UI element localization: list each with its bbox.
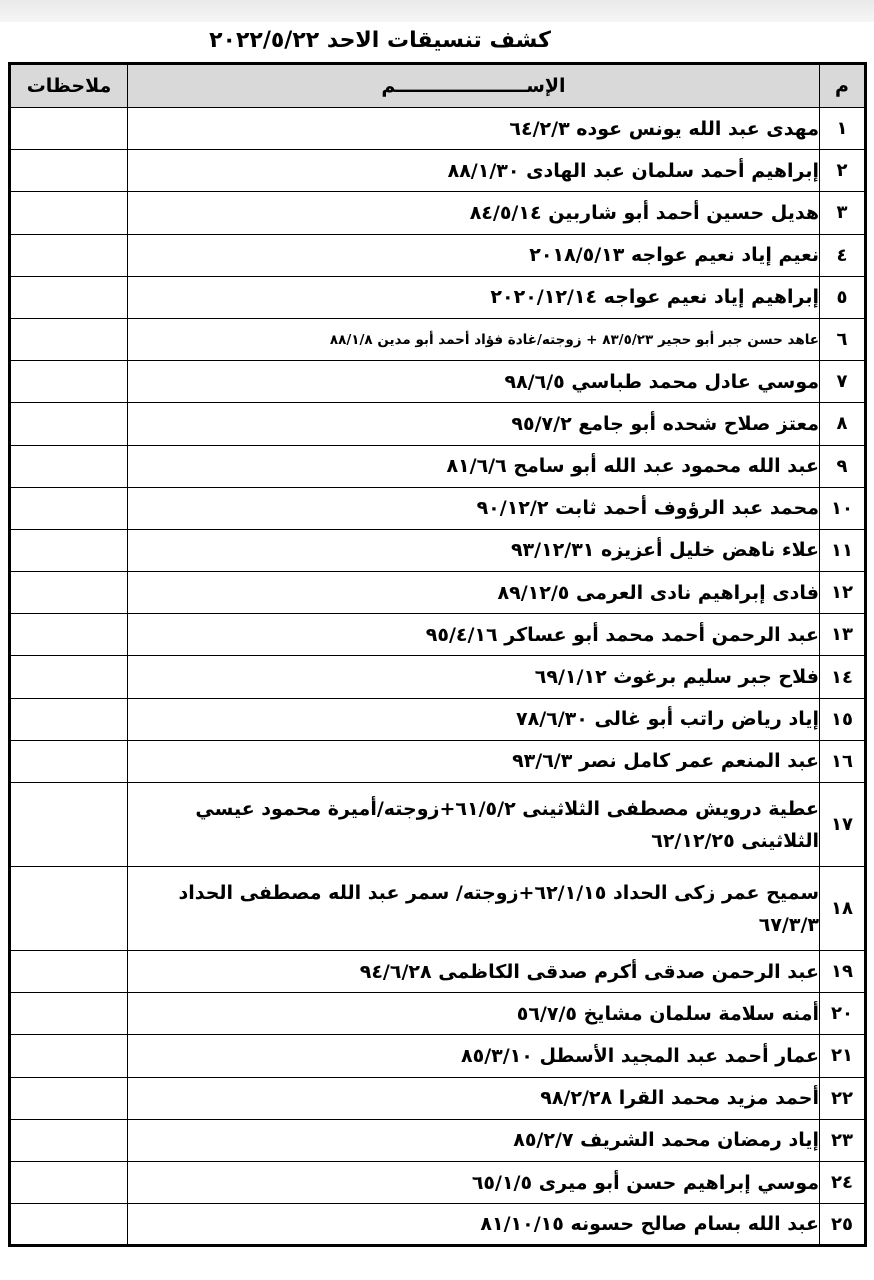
row-notes — [10, 234, 128, 276]
table-row — [10, 572, 866, 614]
table-row — [10, 108, 866, 150]
row-notes — [10, 1161, 128, 1203]
row-number: ١٨ — [820, 867, 866, 951]
row-name: محمد عبد الرؤوف أحمد ثابت ٩٠/١٢/٢ — [128, 487, 820, 529]
table-row — [10, 783, 866, 867]
row-name: هديل حسين أحمد أبو شاربين ٨٤/٥/١٤ — [128, 192, 820, 234]
row-notes — [10, 529, 128, 571]
row-number: ١٩ — [820, 951, 866, 993]
row-number: ١٠ — [820, 487, 866, 529]
table-header-row — [10, 64, 866, 108]
row-name: عبد الرحمن أحمد محمد أبو عساكر ٩٥/٤/١٦ — [128, 614, 820, 656]
row-notes — [10, 951, 128, 993]
row-number: ٢٢ — [820, 1077, 866, 1119]
table-row — [10, 276, 866, 318]
row-number: ٧ — [820, 361, 866, 403]
table-row — [10, 656, 866, 698]
row-notes — [10, 867, 128, 951]
table-row — [10, 150, 866, 192]
row-notes — [10, 614, 128, 656]
row-notes — [10, 993, 128, 1035]
table-row — [10, 1035, 866, 1077]
names-table — [8, 62, 867, 1247]
row-notes — [10, 1077, 128, 1119]
table-row — [10, 993, 866, 1035]
table-row — [10, 192, 866, 234]
row-notes — [10, 698, 128, 740]
row-number: ١٥ — [820, 698, 866, 740]
top-bar — [0, 0, 874, 22]
row-number: ٦ — [820, 318, 866, 360]
row-number: ٥ — [820, 276, 866, 318]
row-number: ١٣ — [820, 614, 866, 656]
row-name: عطية درويش مصطفى الثلاثينى ٦١/٥/٢+زوجته/أميرة محمود عيسي الثلاثينى ٦٢/١٢/٢٥ — [128, 783, 820, 867]
table-row — [10, 951, 866, 993]
row-name: موسي إبراهيم حسن أبو ميرى ٦٥/١/٥ — [128, 1161, 820, 1203]
row-notes — [10, 1035, 128, 1077]
table-row — [10, 234, 866, 276]
table-row — [10, 529, 866, 571]
row-notes — [10, 150, 128, 192]
row-number: ٣ — [820, 192, 866, 234]
row-number: ١٦ — [820, 740, 866, 782]
row-number: ٢١ — [820, 1035, 866, 1077]
row-name: فلاح جبر سليم برغوث ٦٩/١/١٢ — [128, 656, 820, 698]
row-notes — [10, 318, 128, 360]
row-name: أحمد مزيد محمد القرا ٩٨/٢/٢٨ — [128, 1077, 820, 1119]
row-name: عبد الله بسام صالح حسونه ٨١/١٠/١٥ — [128, 1204, 820, 1246]
table-row — [10, 1161, 866, 1203]
table-row — [10, 614, 866, 656]
row-number: ٢٣ — [820, 1119, 866, 1161]
row-number: ٢٥ — [820, 1204, 866, 1246]
row-notes — [10, 1204, 128, 1246]
row-number: ١٤ — [820, 656, 866, 698]
row-name: إياد رياض راتب أبو غالى ٧٨/٦/٣٠ — [128, 698, 820, 740]
row-number: ٢٠ — [820, 993, 866, 1035]
row-name: عبد المنعم عمر كامل نصر ٩٣/٦/٣ — [128, 740, 820, 782]
row-notes — [10, 740, 128, 782]
row-notes — [10, 192, 128, 234]
row-number: ٨ — [820, 403, 866, 445]
row-notes — [10, 445, 128, 487]
row-number: ٢٤ — [820, 1161, 866, 1203]
row-notes — [10, 361, 128, 403]
row-notes — [10, 276, 128, 318]
row-name: سميح عمر زكى الحداد ٦٢/١/١٥+زوجته/ سمر عبد الله مصطفى الحداد ٦٧/٣/٣ — [128, 867, 820, 951]
row-notes — [10, 487, 128, 529]
row-name: إبراهيم أحمد سلمان عبد الهادى ٨٨/١/٣٠ — [128, 150, 820, 192]
row-notes — [10, 403, 128, 445]
table-row — [10, 361, 866, 403]
row-number: ١ — [820, 108, 866, 150]
table-row — [10, 1204, 866, 1246]
row-name: عمار أحمد عبد المجيد الأسطل ٨٥/٣/١٠ — [128, 1035, 820, 1077]
row-name: معتز صلاح شحده أبو جامع ٩٥/٧/٢ — [128, 403, 820, 445]
row-name: عبد الرحمن صدقى أكرم صدقى الكاظمى ٩٤/٦/٢٨ — [128, 951, 820, 993]
row-name: أمنه سلامة سلمان مشايخ ٥٦/٧/٥ — [128, 993, 820, 1035]
row-number: ١٢ — [820, 572, 866, 614]
row-number: ٩ — [820, 445, 866, 487]
row-name: علاء ناهض خليل أعزيزه ٩٣/١٢/٣١ — [128, 529, 820, 571]
document-title: كشف تنسيقات الاحد ٢٠٢٢/٥/٢٢ — [209, 28, 551, 53]
table-row — [10, 1077, 866, 1119]
row-number: ١٧ — [820, 783, 866, 867]
table-row — [10, 867, 866, 951]
header-number: م — [820, 64, 866, 108]
row-number: ٢ — [820, 150, 866, 192]
row-notes — [10, 656, 128, 698]
row-name: إياد رمضان محمد الشريف ٨٥/٢/٧ — [128, 1119, 820, 1161]
header-name: الإســــــــــــــــــــم — [128, 64, 820, 108]
table-row — [10, 318, 866, 360]
table-row — [10, 403, 866, 445]
table-row — [10, 698, 866, 740]
table-row — [10, 1119, 866, 1161]
row-name: عاهد حسن جبر أبو حجير ٨٣/٥/٢٣ + زوجته/غادة فؤاد أحمد أبو مدين ٨٨/١/٨ — [128, 318, 820, 360]
row-notes — [10, 108, 128, 150]
row-notes — [10, 1119, 128, 1161]
row-notes — [10, 572, 128, 614]
row-notes — [10, 783, 128, 867]
row-number: ١١ — [820, 529, 866, 571]
table-row — [10, 445, 866, 487]
row-name: مهدى عبد الله يونس عوده ٦٤/٢/٣ — [128, 108, 820, 150]
header-notes: ملاحظات — [10, 64, 128, 108]
table-row — [10, 487, 866, 529]
row-name: فادى إبراهيم نادى العرمى ٨٩/١٢/٥ — [128, 572, 820, 614]
row-name: عبد الله محمود عبد الله أبو سامح ٨١/٦/٦ — [128, 445, 820, 487]
row-name: نعيم إياد نعيم عواجه ٢٠١٨/٥/١٣ — [128, 234, 820, 276]
row-name: إبراهيم إياد نعيم عواجه ٢٠٢٠/١٢/١٤ — [128, 276, 820, 318]
table-row — [10, 740, 866, 782]
row-number: ٤ — [820, 234, 866, 276]
row-name: موسي عادل محمد طباسي ٩٨/٦/٥ — [128, 361, 820, 403]
